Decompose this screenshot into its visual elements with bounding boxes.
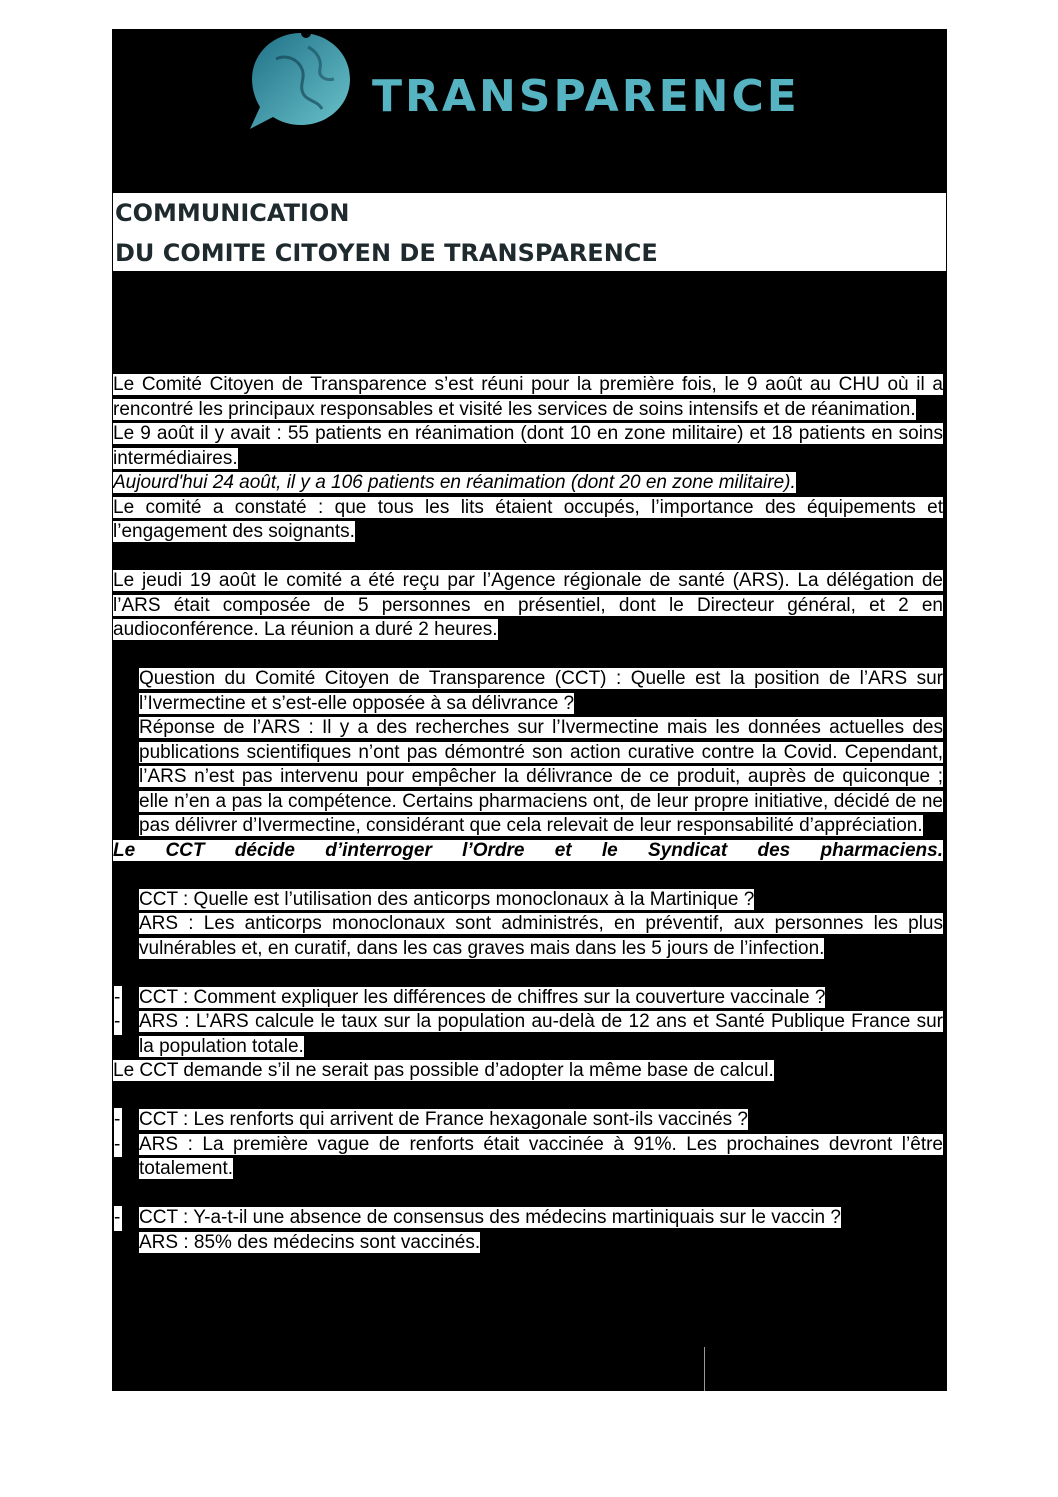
globe-speech-bubble-icon (246, 29, 356, 134)
intro-paragraph-4: Le comité a constaté : que tous les lits étaient occupés, l’importance des équipements et l’engagement des soignants. (113, 496, 943, 542)
list-item (113, 1231, 943, 1256)
list-item: - CCT : Quelle est l’utilisation des anticorps monoclonaux à la Martinique ? (114, 888, 755, 910)
answer-renforts: ARS : La première vague de renforts était vaccinée à 91%. Les prochaines devront l’être totalement. (139, 1133, 943, 1179)
question-renforts: CCT : Les renforts qui arrivent de France hexagonale sont-ils vaccinés ? (139, 1109, 749, 1130)
list-item: - CCT : Y-a-t-il une absence de consensus des médecins martiniquais sur le vaccin ? (113, 1206, 943, 1231)
question-consensus: CCT : Y-a-t-il une absence de consensus des médecins martiniquais sur le vaccin ? (139, 1207, 841, 1228)
meeting-paragraph: Le jeudi 19 août le comité a été reçu par l’Agence régionale de santé (ARS). La délégation de l’ARS était composée de 5 personnes en présentiel, dont le Directeur général, et 2 en audioconférence. La réunion a duré 2 heures. (113, 570, 943, 640)
note-pharmaciens: Le CCT décide d’interroger l’Ordre et le Syndicat des pharmaciens. (113, 839, 943, 861)
intro-paragraph-1: Le Comité Citoyen de Transparence s’est réuni pour la première fois, le 9 août au CHU où il a rencontré les principaux responsables et visité les services de soins intensifs et de réanimation. (113, 374, 943, 420)
question-couverture: CCT : Comment expliquer les différences de chiffres sur la couverture vaccinale ? (139, 986, 826, 1008)
answer-anticorps: ARS : Les anticorps monoclonaux sont administrés, en préventif, aux personnes les plus vulnérables et, en curatif, dans les cas graves mais dans les 5 jours de l’infection. (139, 913, 943, 959)
list-item: - ARS : La première vague de renforts était vaccinée à 91%. Les prochaines devront l’être totalement. (114, 1133, 943, 1179)
question-anticorps: CCT : Quelle est l’utilisation des anticorps monoclonaux à la Martinique ? (139, 888, 755, 910)
list-item: - ARS : L’ARS calcule le taux sur la population au-delà de 12 ans et Santé Publique France sur la population totale. (114, 1011, 943, 1057)
list-item: - CCT : Les renforts qui arrivent de France hexagonale sont-ils vaccinés ? (113, 1108, 943, 1133)
title-line-1: COMMUNICATION (115, 199, 350, 227)
note-base-calcul: Le CCT demande s’il ne serait pas possible d’adopter la même base de calcul. (113, 1060, 774, 1081)
answer-consensus: ARS : 85% des médecins sont vaccinés. (139, 1231, 481, 1253)
list-item: - Question du Comité Citoyen de Transparence (CCT) : Quelle est la position de l’ARS sur l’Ivermectine et s’est-elle opposée à sa délivrance ? (114, 668, 943, 714)
answer-couverture: ARS : L’ARS calcule le taux sur la population au-delà de 12 ans et Santé Publique France sur la population totale. (139, 1011, 943, 1057)
document-body (113, 373, 943, 1255)
intro-paragraph-2: Le 9 août il y avait : 55 patients en réanimation (dont 10 en zone militaire) et 18 patients en soins intermédiaires. (113, 423, 943, 469)
divider-line (704, 1347, 705, 1391)
logo-wordmark: TRANSPARENCE (372, 71, 800, 122)
question-ivermectine: Question du Comité Citoyen de Transparence (CCT) : Quelle est la position de l’ARS sur l’Ivermectine et s’est-elle opposée à sa délivrance ? (139, 668, 943, 714)
list-item: - Réponse de l’ARS : Il y a des recherches sur l’Ivermectine mais les données actuelles des publications scientifiques n’ont pas démontré son action curative contre la Covid. Cependant, l’ARS n’est pas intervenu pour empêcher la délivrance de ce produit, auprès de quiconque ; elle n’en a pas la compétence. Certains pharmaciens ont, de leur propre initiative, décidé de ne pas délivrer d’Ivermectine, considérant que cela relevait de leur responsabilité d’appréciation. (114, 717, 943, 836)
list-item: - ARS : Les anticorps monoclonaux sont administrés, en préventif, aux personnes les plus vulnérables et, en curatif, dans les cas graves mais dans les 5 jours de l’infection. (114, 913, 943, 959)
answer-ivermectine: Réponse de l’ARS : Il y a des recherches sur l’Ivermectine mais les données actuelles des publications scientifiques n’ont pas démontré son action curative contre la Covid. Cependant, l’ARS n’est pas intervenu pour empêcher la délivrance de ce produit, auprès de quiconque ; elle n’en a pas la compétence. Certains pharmaciens ont, de leur propre initiative, décidé de ne pas délivrer d’Ivermectine, considérant que cela relevait de leur responsabilité d’appréciation. (139, 717, 943, 836)
logo (246, 29, 816, 134)
intro-paragraph-3: Aujourd'hui 24 août, il y a 106 patients en réanimation (dont 20 en zone militaire). (113, 472, 796, 493)
document-title (113, 193, 946, 271)
title-line-2: DU COMITE CITOYEN DE TRANSPARENCE (115, 239, 658, 267)
list-item: - CCT : Comment expliquer les différences de chiffres sur la couverture vaccinale ? (113, 986, 943, 1011)
